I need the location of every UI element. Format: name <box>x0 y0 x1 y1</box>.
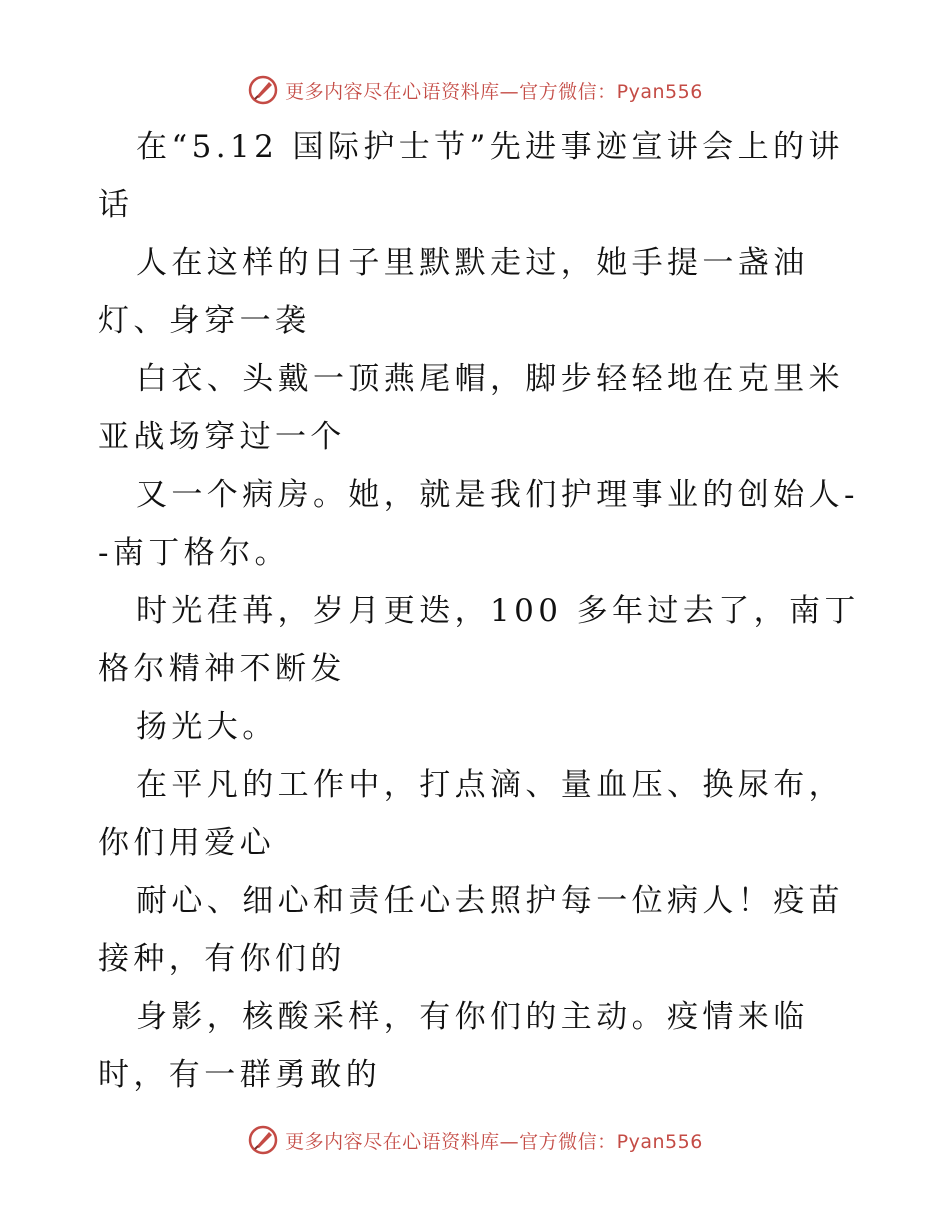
document-title: 在“5.12 国际护士节”先进事迹宣讲会上的讲话 <box>98 129 844 223</box>
feather-pen-logo-icon <box>247 1124 279 1156</box>
header-watermark <box>0 70 950 110</box>
feather-pen-logo-icon <box>247 74 279 106</box>
paragraph: 时光荏苒，岁月更迭，100 多年过去了，南丁格尔精神不断发 <box>98 593 860 687</box>
document-body <box>98 118 868 1104</box>
footer-watermark <box>0 1120 950 1160</box>
header-watermark-text: 更多内容尽在心语资料库—官方微信：Pyan556 <box>285 80 703 103</box>
paragraph: 又一个病房。她，就是我们护理事业的创始人--南丁格尔。 <box>98 477 859 571</box>
paragraph: 耐心、细心和责任心去照护每一位病人！疫苗接种，有你们的 <box>98 883 844 977</box>
paragraph: 扬光大。 <box>136 709 278 745</box>
paragraph: 身影，核酸采样，有你们的主动。疫情来临时，有一群勇敢的 <box>98 999 809 1093</box>
footer-watermark-text: 更多内容尽在心语资料库—官方微信：Pyan556 <box>285 1130 703 1153</box>
paragraph: 人在这样的日子里默默走过，她手提一盏油灯、身穿一袭 <box>98 245 809 339</box>
paragraph: 在平凡的工作中，打点滴、量血压、换尿布，你们用爱心 <box>98 767 844 861</box>
paragraph: 白衣、头戴一顶燕尾帽，脚步轻轻地在克里米亚战场穿过一个 <box>98 361 844 455</box>
